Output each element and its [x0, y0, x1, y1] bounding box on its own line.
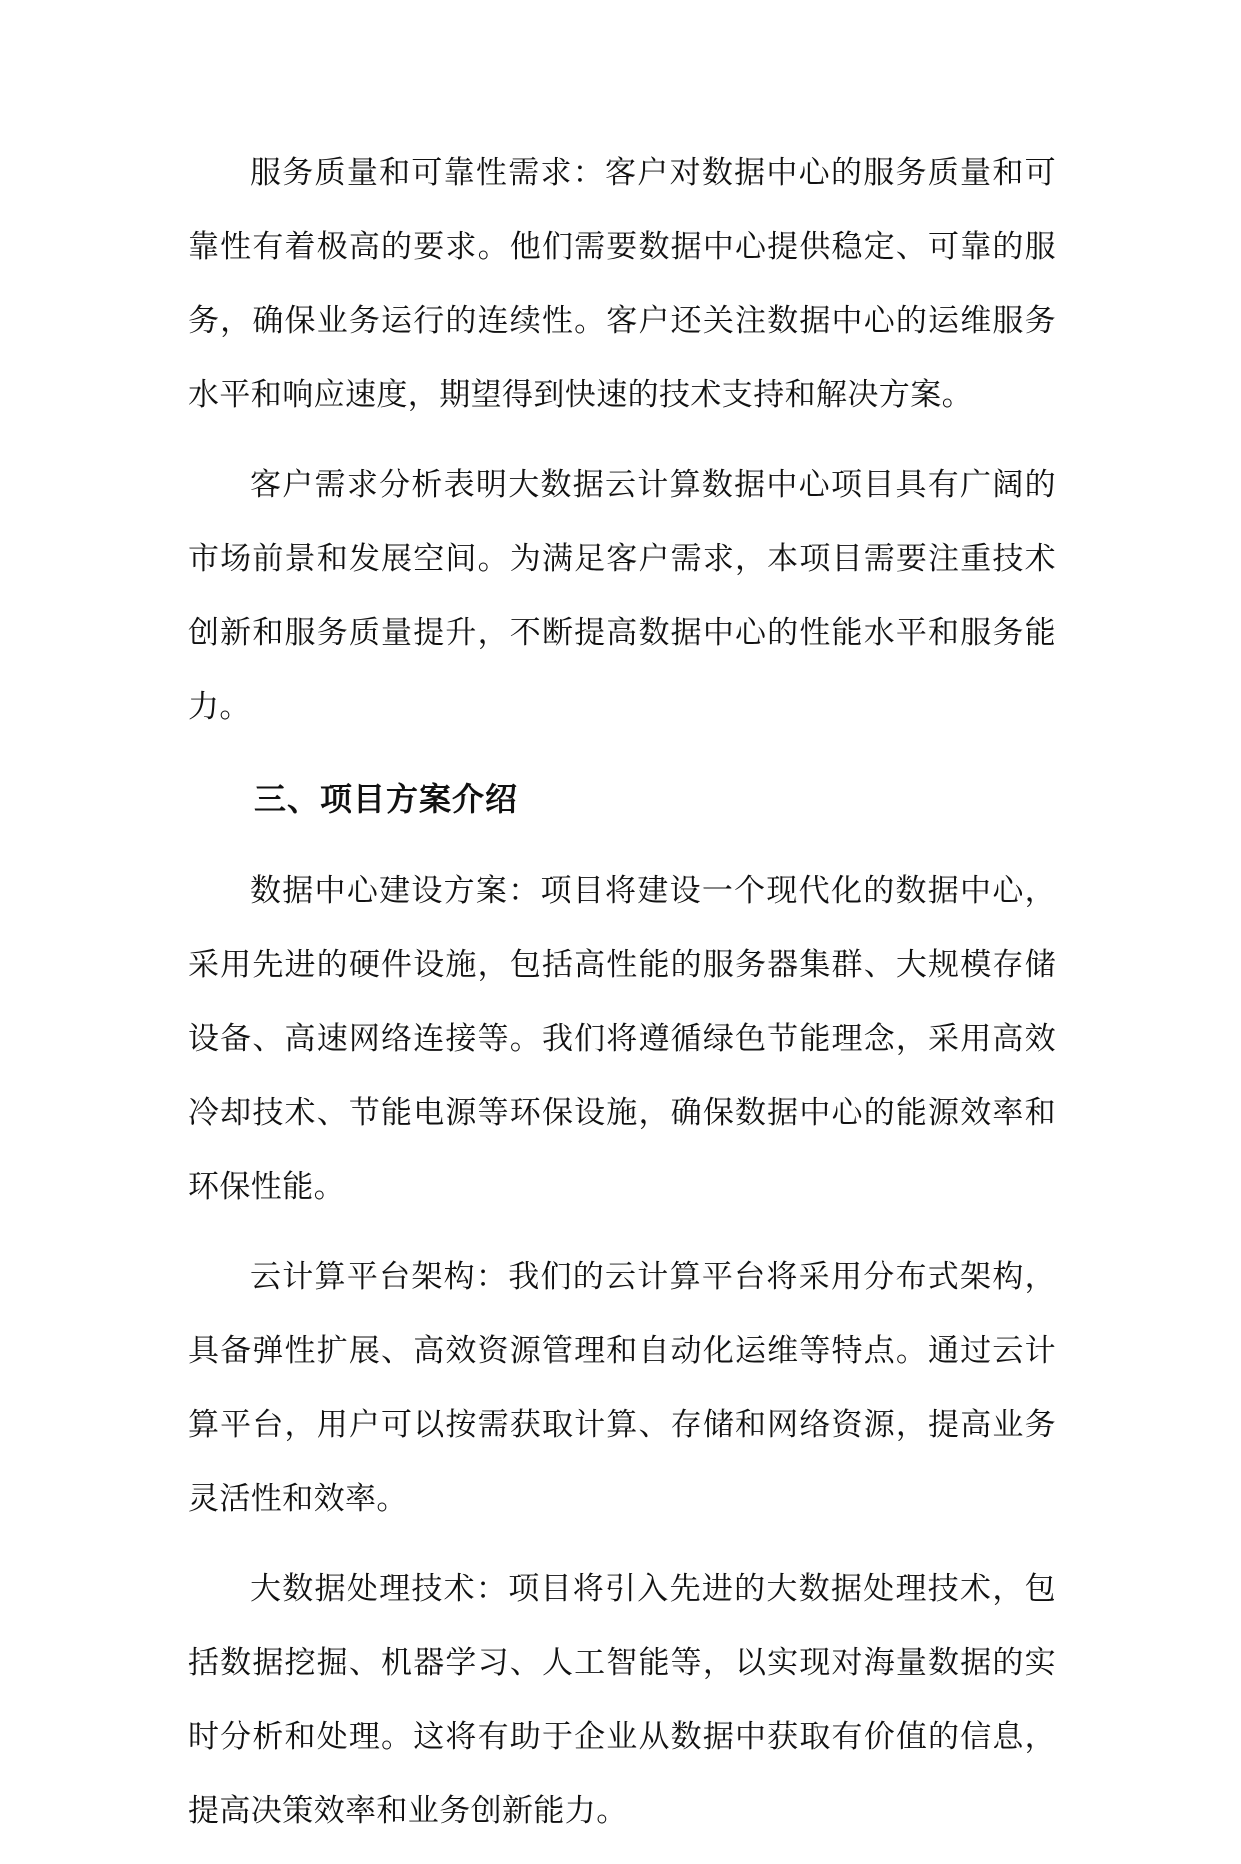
- paragraph-datacenter-plan: 数据中心建设方案：项目将建设一个现代化的数据中心，采用先进的硬件设施，包括高性能的服务器集群、大规模存储设备、高速网络连接等。我们将遵循绿色节能理念，采用高效冷却技术、节能电源等环保设施，确保数据中心的能源效率和环保性能。: [188, 873, 1056, 1205]
- paragraph-big-data-tech: 大数据处理技术：项目将引入先进的大数据处理技术，包括数据挖掘、机器学习、人工智能等，以实现对海量数据的实时分析和处理。这将有助于企业从数据中获取有价值的信息，提高决策效率和业务创新能力。: [188, 1571, 1056, 1829]
- paragraph-service-quality: 服务质量和可靠性需求：客户对数据中心的服务质量和可靠性有着极高的要求。他们需要数据中心提供稳定、可靠的服务，确保业务运行的连续性。客户还关注数据中心的运维服务水平和响应速度，期望得到快速的技术支持和解决方案。: [188, 155, 1056, 413]
- paragraph-demand-analysis: 客户需求分析表明大数据云计算数据中心项目具有广阔的市场前景和发展空间。为满足客户需求，本项目需要注重技术创新和服务质量提升，不断提高数据中心的性能水平和服务能力。: [188, 467, 1056, 725]
- paragraph-cloud-platform: 云计算平台架构：我们的云计算平台将采用分布式架构，具备弹性扩展、高效资源管理和自动化运维等特点。通过云计算平台，用户可以按需获取计算、存储和网络资源，提高业务灵活性和效率。: [188, 1259, 1056, 1517]
- section-heading: 三、项目方案介绍: [254, 780, 519, 818]
- document-body: [188, 136, 1056, 1864]
